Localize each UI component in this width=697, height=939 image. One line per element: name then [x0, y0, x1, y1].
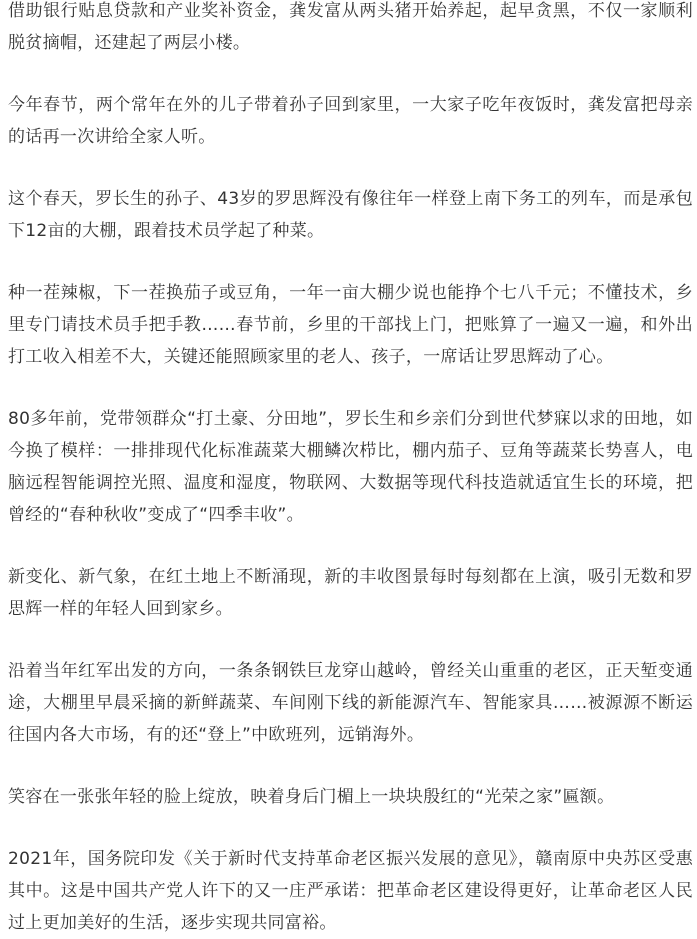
- paragraph-6: 新变化、新气象，在红土地上不断涌现，新的丰收图景每时每刻都在上演，吸引无数和罗思辉一样的年轻人回到家乡。: [8, 567, 693, 619]
- paragraph-7: 沿着当年红军出发的方向，一条条钢铁巨龙穿山越岭，曾经关山重重的老区，正天堑变通途，大棚里早晨采摘的新鲜蔬菜、车间刚下线的新能源汽车、智能家具……被源源不断运往国内各大市场，有的还“登上”中欧班列，远销海外。: [8, 661, 693, 745]
- paragraph-5: 80多年前，党带领群众“打土豪、分田地”，罗长生和乡亲们分到世代梦寐以求的田地，如今换了模样：一排排现代化标准蔬菜大棚鳞次栉比，棚内茄子、豆角等蔬菜长势喜人，电脑远程智能调控光照、温度和湿度，物联网、大数据等现代科技造就适宜生长的环境，把曾经的“春种秋收”变成了“四季丰收”。: [8, 409, 693, 525]
- paragraph-4: 种一茬辣椒，下一茬换茄子或豆角，一年一亩大棚少说也能挣个七八千元；不懂技术，乡里专门请技术员手把手教……春节前，乡里的干部找上门，把账算了一遍又一遍，和外出打工收入相差不大，关键还能照顾家里的老人、孩子，一席话让罗思辉动了心。: [8, 283, 693, 367]
- paragraph-9: 2021年，国务院印发《关于新时代支持革命老区振兴发展的意见》，赣南原中央苏区受惠其中。这是中国共产党人许下的又一庄严承诺：把革命老区建设得更好，让革命老区人民过上更加美好的生活，逐步实现共同富裕。: [8, 849, 693, 933]
- paragraph-3: 这个春天，罗长生的孙子、43岁的罗思辉没有像往年一样登上南下务工的列车，而是承包下12亩的大棚，跟着技术员学起了种菜。: [8, 189, 693, 241]
- paragraph-2: 今年春节，两个常年在外的儿子带着孙子回到家里，一大家子吃年夜饭时，龚发富把母亲的话再一次讲给全家人听。: [8, 95, 693, 147]
- paragraph-1: 借助银行贴息贷款和产业奖补资金，龚发富从两头猪开始养起，起早贪黑，不仅一家顺利脱贫摘帽，还建起了两层小楼。: [8, 1, 693, 53]
- paragraph-8: 笑容在一张张年轻的脸上绽放，映着身后门楣上一块块殷红的“光荣之家”匾额。: [8, 787, 615, 807]
